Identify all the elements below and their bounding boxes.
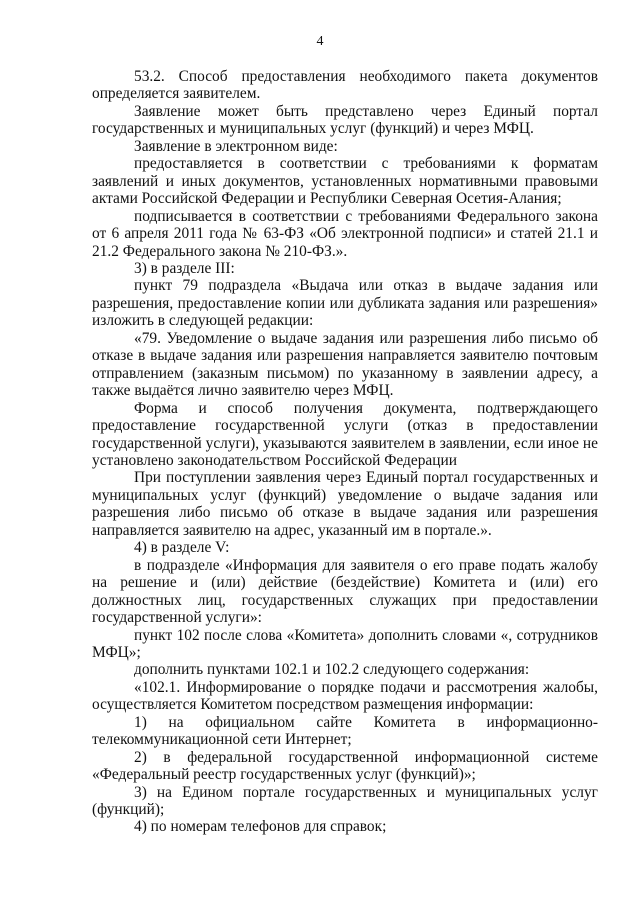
paragraph: 53.2. Способ предоставления необходимого пакета документов определяется заявителем. (92, 68, 598, 103)
paragraph: 3) в разделе III: (134, 259, 235, 277)
document-body (92, 68, 598, 836)
paragraph: При поступлении заявления через Единый портал государственных и муниципальных услуг (функций) уведомление о выдаче задания или разрешения либо письмо об отказе в выдаче задания или разрешения направляется заявителю на адрес, указанный им в портале.». (92, 469, 598, 539)
paragraph: 2) в федеральной государственной информационной системе «Федеральный реестр государственных услуг (функций)»; (92, 748, 598, 784)
paragraph: подписывается в соответствии с требованиями Федерального закона от 6 апреля 2011 года № 63-ФЗ «Об электронной подписи» и статей 21.1 и 21.2 Федерального закона № 210-ФЗ.». (92, 207, 598, 260)
paragraph: в подразделе «Информация для заявителя о его праве подать жалобу на решение и (или) действие (бездействие) Комитета и (или) его должностных лиц, государственных служащих при предоставлении государственной услуги»: (92, 556, 598, 627)
paragraph: 4) по номерам телефонов для справок; (134, 818, 387, 836)
page-number: 4 (316, 34, 324, 49)
paragraph: «79. Уведомление о выдаче задания или разрешения либо письмо об отказе в выдаче задания или разрешения направляется заявителю почтовым отправлением (заказным письмом) по указанному в заявлении адресу, а также выдаётся лично заявителю через МФЦ. (92, 329, 598, 400)
paragraph: Форма и способ получения документа, подтверждающего предоставление государственной услуги (отказ в предоставлении государственной услуги), указываются заявителем в заявлении, если иное не установлено законодательством Российской Федерации (92, 399, 598, 469)
paragraph: 1) на официальном сайте Комитета в информационно-телекоммуникационной сети Интернет; (92, 713, 598, 749)
paragraph: пункт 79 подраздела «Выдача или отказ в выдаче задания или разрешения, предоставление копии или дубликата задания или разрешения» изложить в следующей редакции: (92, 277, 598, 330)
paragraph: Заявление может быть представлено через Единый портал государственных и муниципальных услуг (функций) и через МФЦ. (92, 102, 598, 138)
paragraph: Заявление в электронном виде: (134, 137, 338, 155)
paragraph: 4) в разделе V: (134, 539, 230, 557)
paragraph: 3) на Едином портале государственных и муниципальных услуг (функций); (92, 783, 598, 819)
paragraph: пункт 102 после слова «Комитета» дополнить словами «, сотрудников МФЦ»; (92, 626, 598, 661)
paragraph: «102.1. Информирование о порядке подачи и рассмотрения жалобы, осуществляется Комитетом посредством размещения информации: (92, 678, 598, 714)
paragraph: дополнить пунктами 102.1 и 102.2 следующего содержания: (134, 661, 530, 679)
paragraph: предоставляется в соответствии с требованиями к форматам заявлений и иных документов, установленных нормативными правовыми актами Российской Федерации и Республики Северная Осетия-Алания; (92, 155, 598, 208)
